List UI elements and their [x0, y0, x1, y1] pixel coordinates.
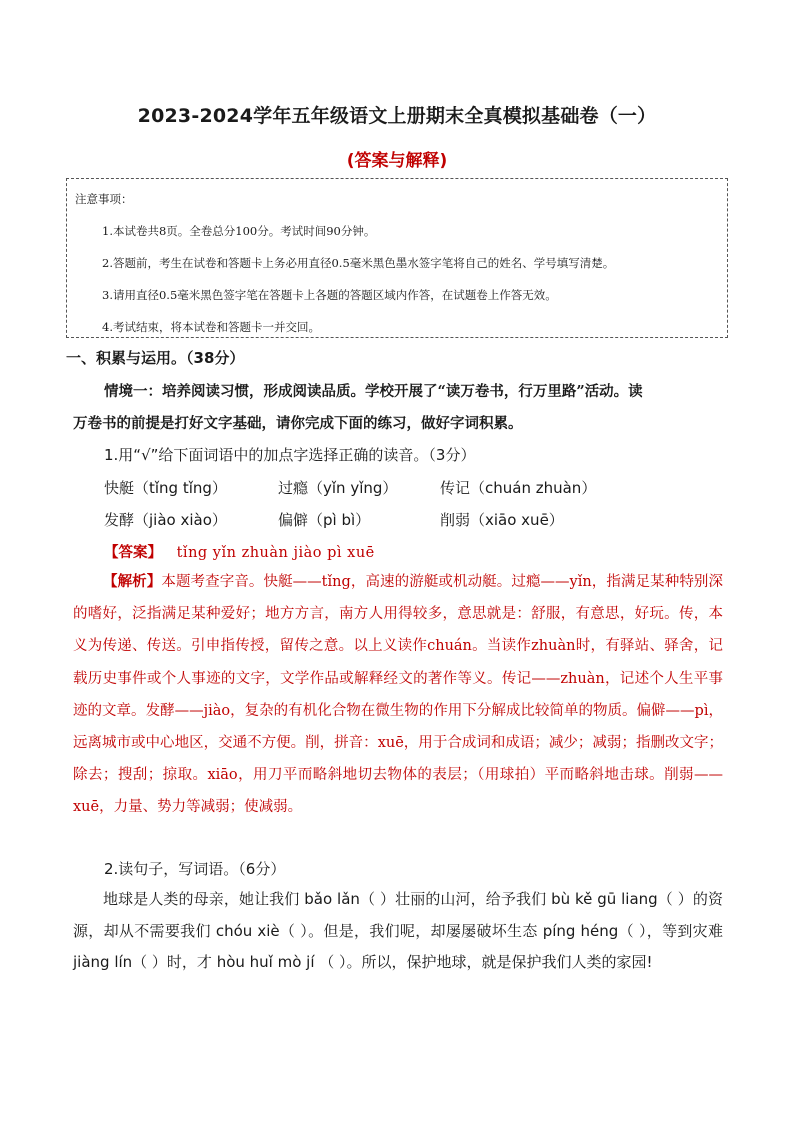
- analysis-paragraph: [73, 566, 723, 824]
- question-1-option: 传记（chuán zhuàn）: [440, 479, 597, 497]
- page-title: 2023-2024学年五年级语文上册期末全真模拟基础卷（一）: [137, 105, 657, 127]
- analysis-text: 本题考查字音。快艇——tǐng，高速的游艇或机动艇。过瘾——yǐn，指满足某种特别深的嗜好，泛指满足某种爱好；地方方言，南方人用得较多，意思就是：舒服，有意思，好玩。传，本义为传递、传送。引申指传授，留传之意。以上义读作chuán。当读作zhuàn时，有驿站、驿舍，记载历史事件或个人事迹的文字，文学作品或解释经文的著作等义。传记——zhuàn，记述个人生平事迹的文章。发酵——jiào，复杂的有机化合物在微生物的作用下分解成比较简单的物质。偏僻——pì，远离城市或中心地区，交通不方便。削，拼音：xuē，用于合成词和成语；减少；减弱；指删改文字；除去；搜刮；掠取。xiāo，用刀平而略斜地切去物体的表层；（用球拍）平而略斜地击球。削弱——xuē，力量、势力等减弱；使减弱。: [73, 574, 724, 816]
- notice-box: [66, 178, 728, 338]
- question-1-option: 削弱（xiāo xuē）: [440, 511, 564, 529]
- question-1-prompt: 1.用“√”给下面词语中的加点字选择正确的读音。（3分）: [104, 446, 476, 464]
- notice-item: 3.请用直径0.5毫米黑色签字笔在答题卡上各题的答题区域内作答，在试题卷上作答无效。: [102, 288, 557, 302]
- question-2-prompt: 2.读句子，写词语。（6分）: [104, 860, 286, 878]
- section-heading: 一、积累与运用。（38分）: [66, 349, 245, 367]
- scenario-text-line1: 情境一：培养阅读习惯，形成阅读品质。学校开展了“读万卷书，行万里路”活动。读: [104, 383, 643, 400]
- answer-line: [104, 541, 375, 562]
- page-subtitle: (答案与解释): [346, 151, 448, 171]
- question-1-option: 发酵（jiào xiào）: [104, 511, 227, 529]
- scenario-text-line2: 万卷书的前提是打好文字基础，请你完成下面的练习，做好字词积累。: [73, 415, 523, 432]
- answer-text: tǐng yǐn zhuàn jiào pì xuē: [176, 545, 375, 561]
- analysis-label: 【解析】: [103, 573, 162, 590]
- question-1-option: 偏僻（pì bì）: [278, 511, 371, 529]
- notice-heading: 注意事项：: [75, 192, 133, 206]
- question-1-option: 快艇（tǐng tǐng）: [104, 479, 227, 497]
- notice-item: 1.本试卷共8页。全卷总分100分。考试时间90分钟。: [102, 224, 376, 238]
- question-2-passage: 地球是人类的母亲，她让我们 bǎo lǎn（ ）壮丽的山河，给予我们 bù kě gū liang（ ）的资源，却从不需要我们 chóu xiè（ ）。但是，我们呢，却屡屡破坏生态 píng héng（ ），等到灾难 jiàng lín（ ）时，才 hòu huǐ mò jí （ ）。所以，保护地球，就是保护我们人类的家园!: [73, 890, 723, 971]
- answer-label: 【答案】: [104, 544, 162, 561]
- question-1-option: 过瘾（yǐn yǐng）: [278, 479, 398, 497]
- notice-item: 2.答题前，考生在试卷和答题卡上务必用直径0.5毫米黑色墨水签字笔将自己的姓名、学号填写清楚。: [102, 256, 615, 270]
- notice-item: 4.考试结束，将本试卷和答题卡一并交回。: [102, 320, 320, 334]
